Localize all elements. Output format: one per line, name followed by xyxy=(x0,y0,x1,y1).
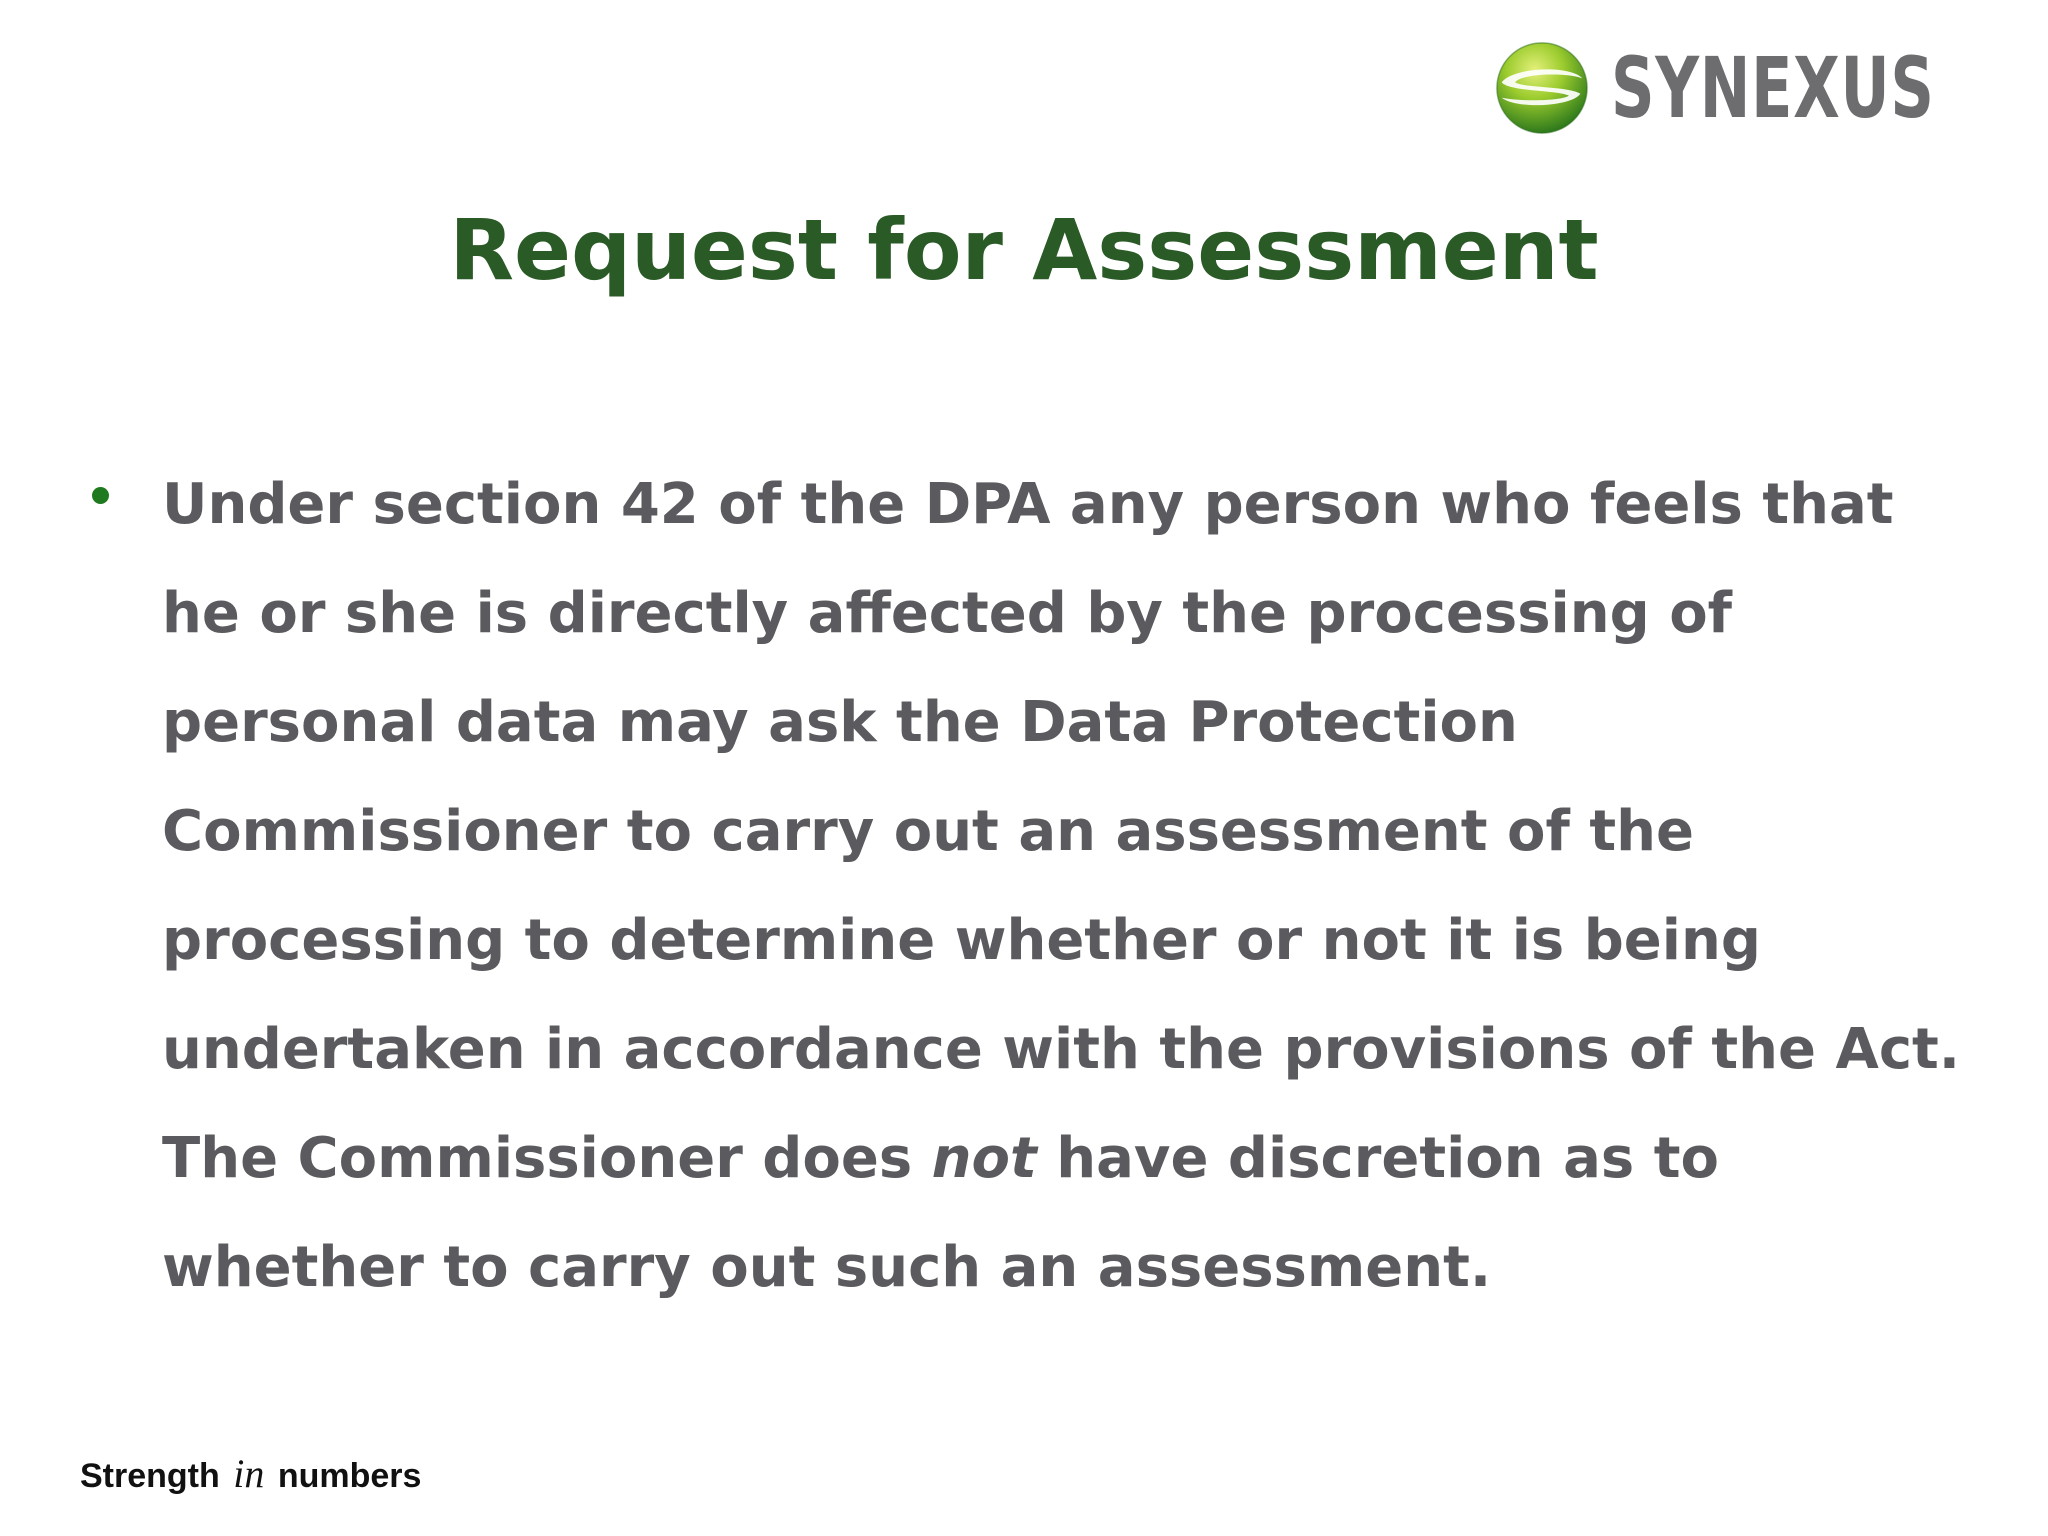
logo-wordmark: SYNEXUS xyxy=(1610,39,1935,137)
tagline-in: in xyxy=(233,1451,265,1496)
slide-body xyxy=(80,450,1980,1322)
tagline-start: Strength xyxy=(80,1457,220,1495)
bullet-text-end: have discretion as to whether to carry out such an assessment. xyxy=(162,1126,1719,1300)
slide-title: Request for Assessment xyxy=(449,201,1599,299)
synexus-logo xyxy=(1493,40,1968,136)
synexus-globe-icon xyxy=(1493,40,1591,136)
bullet-item xyxy=(80,450,1980,1322)
bullet-text-start: Under section 42 of the DPA any person who feels that he or she is directly affected by the processing of personal data may ask the Data Protection Commissioner to carry out an assessment of the processing to determine whether or not it is being undertaken in accordance with the provisions of the Act. The Commissioner does xyxy=(162,472,1961,1191)
tagline-end: numbers xyxy=(277,1457,422,1495)
bullet-emphasis: not xyxy=(931,1126,1037,1191)
bullet-dot-icon xyxy=(92,487,109,504)
footer-tagline xyxy=(80,1450,421,1497)
bullet-text xyxy=(162,450,1980,1322)
